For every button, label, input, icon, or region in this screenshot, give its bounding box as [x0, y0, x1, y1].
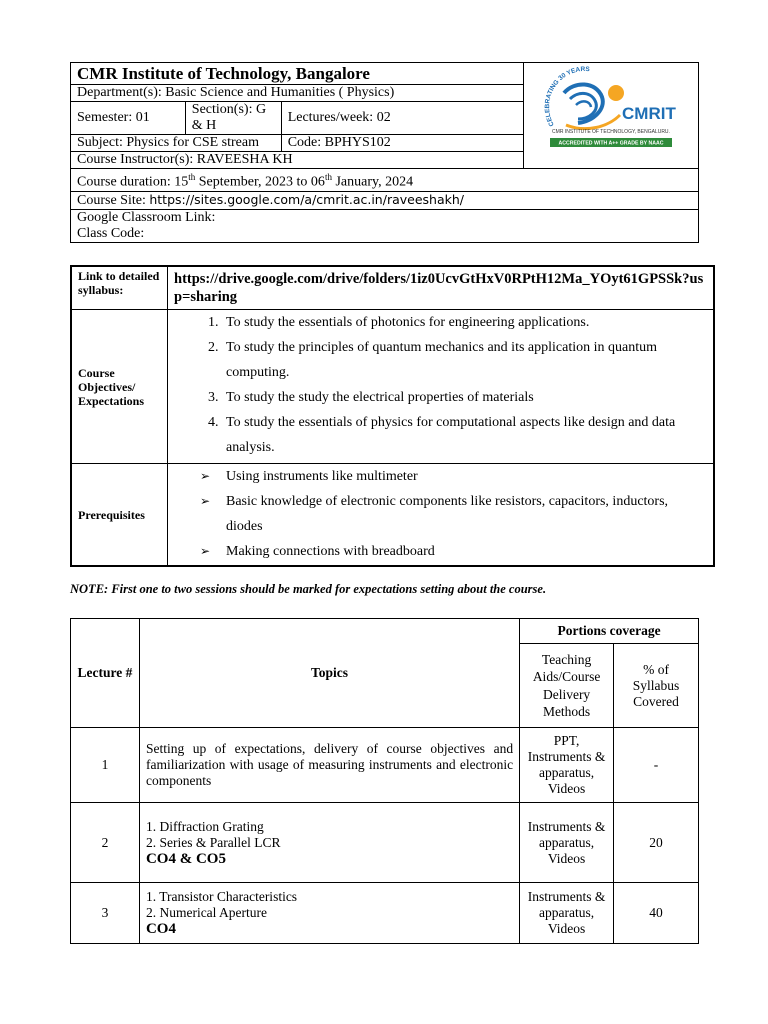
duration-cell: Course duration: 15th September, 2023 to 06th January, 2024: [71, 169, 699, 192]
syllabus-link-label: Link to detailed syllabus:: [71, 266, 168, 310]
course-outcome: CO4: [145, 921, 176, 937]
course-code-cell: Code: BPHYS102: [281, 135, 523, 152]
cmrit-logo: [524, 63, 699, 169]
arrow-bullet-icon: ➢: [200, 544, 211, 558]
syllabus-percent-header: % of Syllabus Covered: [614, 644, 699, 728]
expectations-note: NOTE: First one to two sessions should be marked for expectations setting about the course.: [70, 582, 547, 596]
class-code-label: Class Code:: [77, 225, 145, 241]
course-site-cell: [71, 191, 699, 209]
table-row: [71, 883, 699, 944]
prerequisites-label: Prerequisites: [71, 464, 168, 567]
portions-coverage-header: Portions coverage: [520, 619, 699, 644]
syllabus-link[interactable]: https://drive.google.com/drive/folders/1iz0UcvGtHxV0RPtH12Ma_YOyt61GPSSk?usp=sharing: [168, 266, 715, 310]
course-info-table: [70, 265, 715, 567]
teaching-aids-header: Teaching Aids/Course Delivery Methods: [520, 644, 614, 728]
prerequisite-item: ➢ Basic knowledge of electronic components like resistors, capacitors, inductors, diodes: [222, 489, 707, 539]
instructor-cell: Course Instructor(s): RAVEESHA KH: [71, 152, 524, 169]
logo-arc-text: CELEBRATING 30 YEARS: [544, 65, 590, 128]
topics-header: Topics: [139, 619, 519, 728]
objectives-cell: [168, 310, 715, 464]
objective-item: 4. To study the essentials of physics for computational aspects like design and data analysis.: [222, 410, 707, 460]
course-header-table: [70, 62, 699, 243]
department-cell: Department(s): Basic Science and Humanities ( Physics): [71, 85, 524, 102]
table-row: [71, 728, 699, 803]
lectures-per-week-cell: Lectures/week: 02: [281, 102, 523, 135]
lecture-number: 2: [71, 803, 140, 883]
lecture-plan-table: [70, 618, 699, 944]
objective-item: 2. To study the principles of quantum mechanics and its application in quantum computing.: [222, 335, 707, 385]
course-site-label: Course Site:: [77, 192, 146, 208]
subject-cell: Subject: Physics for CSE stream: [71, 135, 282, 152]
course-site-link[interactable]: https://sites.google.com/a/cmrit.ac.in/raveeshakh/: [149, 191, 464, 207]
prerequisite-item: ➢ Making connections with breadboard: [222, 539, 707, 564]
section-cell: Section(s): G & H: [185, 102, 281, 135]
course-outcome: CO4 & CO5: [145, 850, 226, 867]
classroom-link-label: Google Classroom Link:: [77, 209, 216, 225]
lecture-topics: Setting up of expectations, delivery of course objectives and familiarization with usage of measuring instruments and electronic components: [139, 728, 519, 803]
lecture-number-header: Lecture #: [71, 619, 140, 728]
lecture-percent: -: [614, 728, 699, 803]
lecture-percent: 40: [614, 883, 699, 944]
prerequisites-cell: [168, 464, 715, 567]
cmrit-logo-icon: [536, 63, 686, 163]
objective-item: 3. To study the study the electrical properties of materials: [222, 385, 707, 410]
institute-name: CMR Institute of Technology, Bangalore: [71, 63, 524, 85]
lecture-aids: Instruments & apparatus, Videos: [520, 883, 614, 944]
lecture-aids: PPT, Instruments & apparatus, Videos: [520, 728, 614, 803]
arrow-bullet-icon: ➢: [200, 494, 211, 508]
prerequisite-item: ➢ Using instruments like multimeter: [222, 464, 707, 489]
table-row: [71, 803, 699, 883]
logo-accreditation: ACCREDITED WITH A++ GRADE BY NAAC: [558, 140, 664, 147]
arrow-bullet-icon: ➢: [200, 469, 211, 483]
lecture-topics: 1. Diffraction Grating 2. Series & Parallel LCR CO4 & CO5: [139, 803, 519, 883]
logo-brand: CMRIT: [622, 104, 676, 123]
lecture-aids: Instruments & apparatus, Videos: [520, 803, 614, 883]
lecture-number: 1: [71, 728, 140, 803]
classroom-cell: [71, 209, 699, 242]
objective-item: 1. To study the essentials of photonics for engineering applications.: [222, 310, 707, 335]
logo-subtitle: CMR INSTITUTE OF TECHNOLOGY, BENGALURU.: [552, 129, 670, 135]
lecture-topics: 1. Transistor Characteristics 2. Numerical Aperture CO4: [139, 883, 519, 944]
lecture-percent: 20: [614, 803, 699, 883]
semester-cell: Semester: 01: [71, 102, 186, 135]
objectives-label: Course Objectives/ Expectations: [71, 310, 168, 464]
lecture-number: 3: [71, 883, 140, 944]
